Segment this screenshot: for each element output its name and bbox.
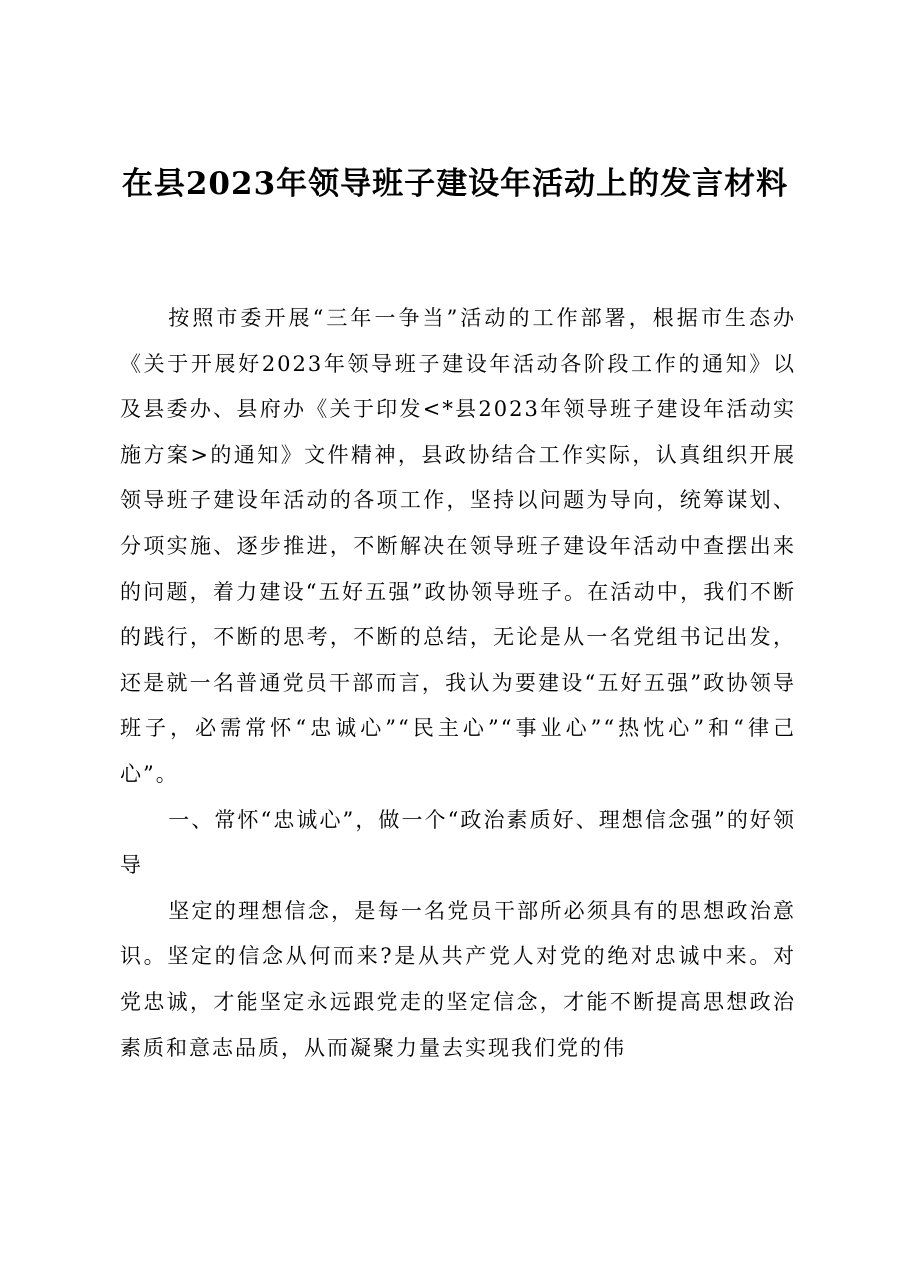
document-body [120,296,796,1071]
paragraph-intro: 按照市委开展“三年一争当”活动的工作部署，根据市生态办《关于开展好2023年领导班子建设年活动各阶段工作的通知》以及县委办、县府办《关于印发<*县2023年领导班子建设年活动实施方案>的通知》文件精神，县政协结合工作实际，认真组织开展领导班子建设年活动的各项工作，坚持以问题为导向，统筹谋划、分项实施、逐步推进，不断解决在领导班子建设年活动中查摆出来的问题，着力建设“五好五强”政协领导班子。在活动中，我们不断的践行，不断的思考，不断的总结，无论是从一名党组书记出发，还是就一名普通党员干部而言，我认为要建设“五好五强”政协领导班子，必需常怀“忠诚心”“民主心”“事业心”“热忱心”和“律己心”。 [120,306,796,786]
section-heading-1: 一、常怀“忠诚心”，做一个“政治素质好、理想信念强”的好领导 [120,807,796,878]
paragraph-section-1: 坚定的理想信念，是每一名党员干部所必须具有的思想政治意识。坚定的信念从何而来?是从共产党人对党的绝对忠诚中来。对党忠诚，才能坚定永远跟党走的坚定信念，才能不断提高思想政治素质和意志品质，从而凝聚力量去实现我们党的伟 [120,898,796,1060]
document-title: 在县2023年领导班子建设年活动上的发言材料 [121,166,789,202]
